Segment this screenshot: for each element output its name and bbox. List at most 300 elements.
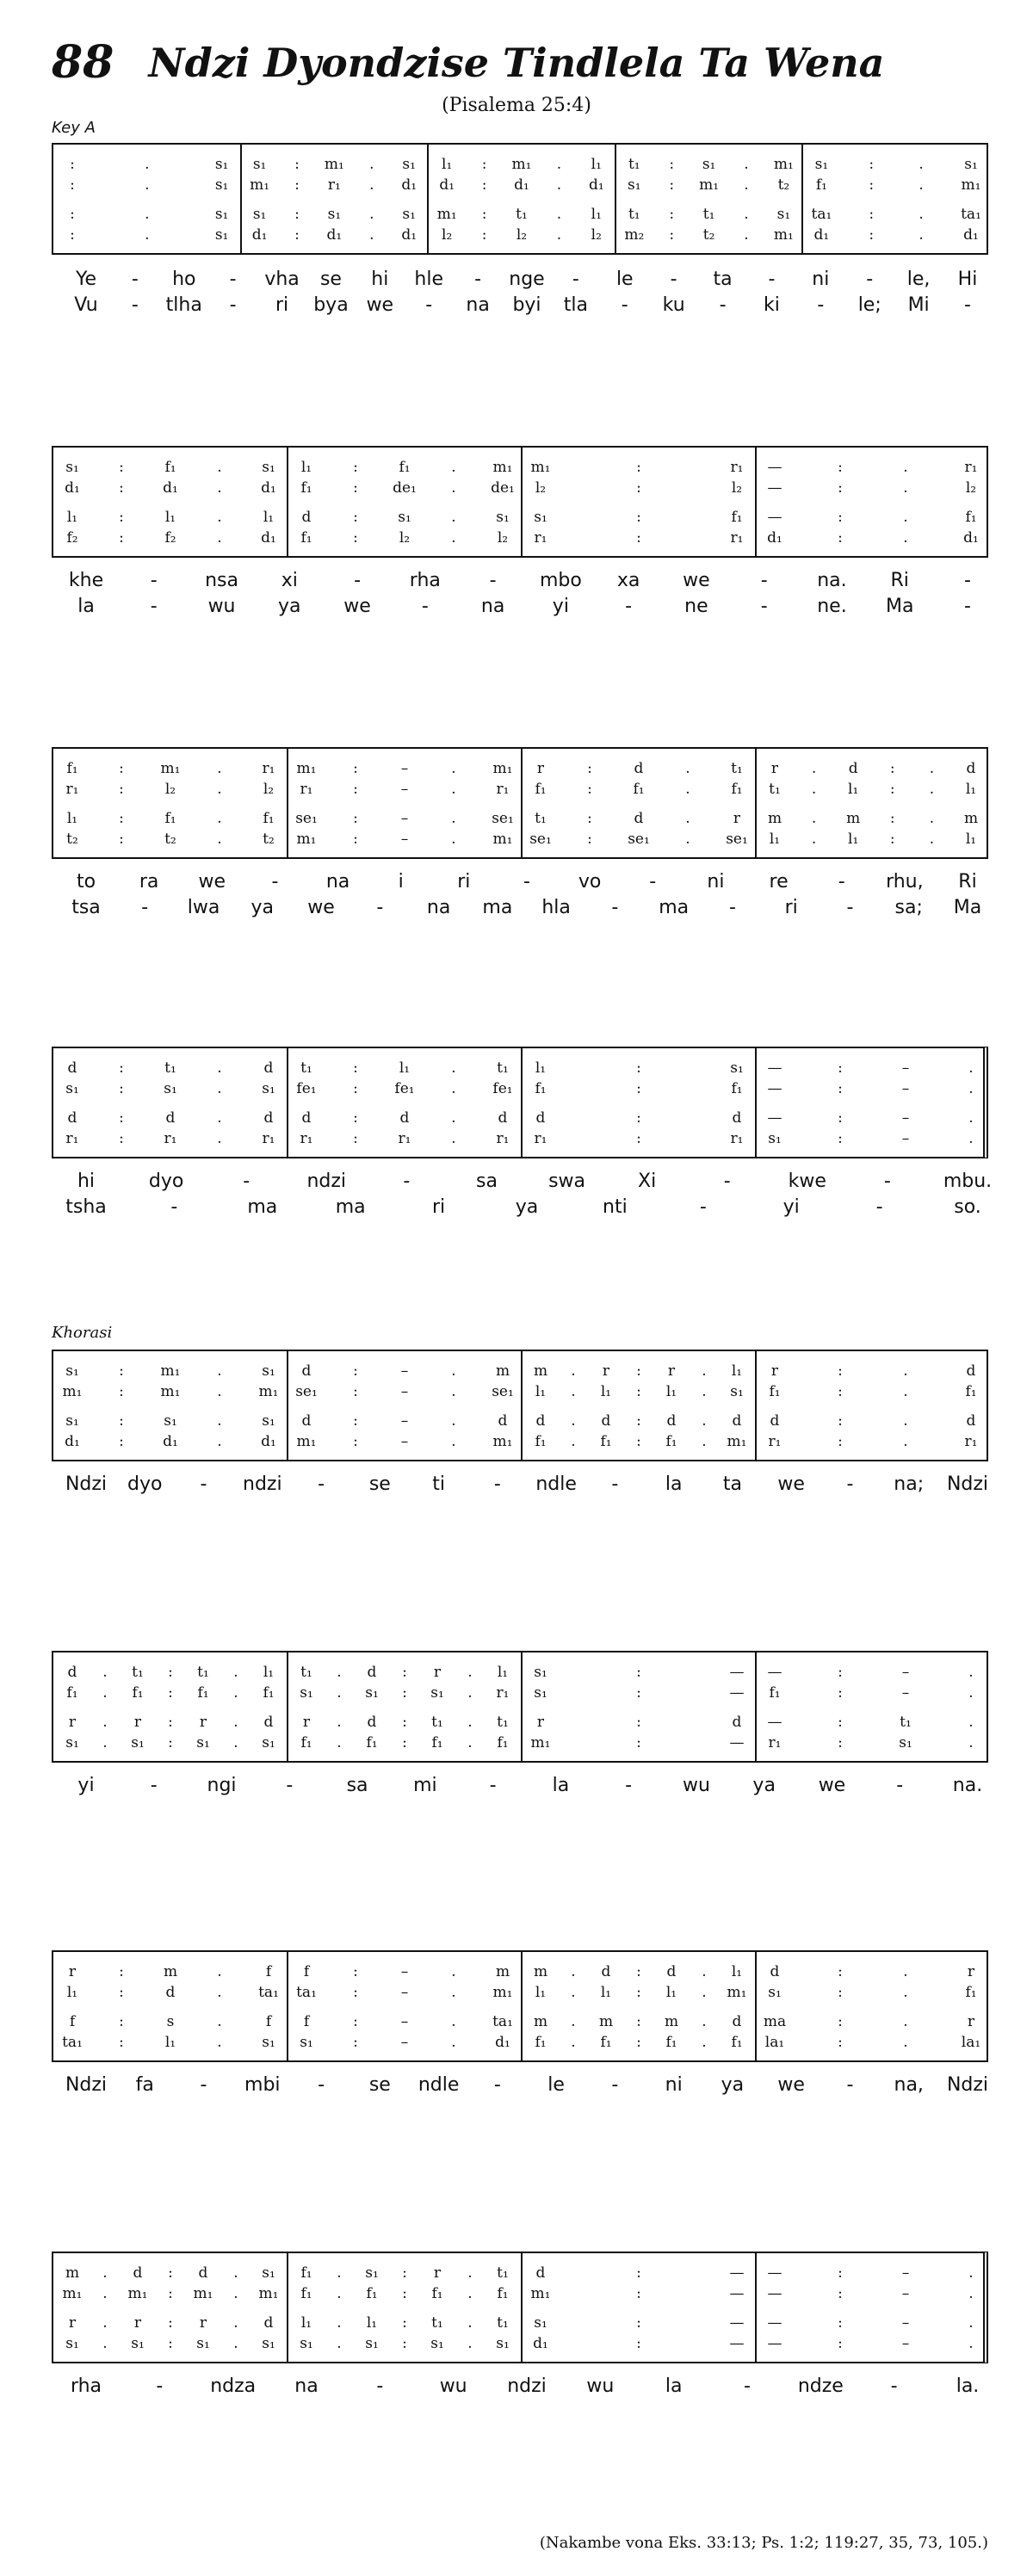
solfa-note: l₂ <box>965 479 977 497</box>
lyric-syllable: - <box>846 1473 854 1495</box>
solfa-note: r₁ <box>730 1130 744 1147</box>
solfa-note: f₁ <box>497 1734 509 1751</box>
solfa-note: d <box>732 2013 742 2030</box>
solfa-note: . <box>929 831 935 848</box>
solfa-note: m₁ <box>773 226 794 244</box>
voice-part-1 <box>53 155 987 174</box>
solfa-note: r <box>199 1714 207 1731</box>
solfa-note: . <box>919 156 924 173</box>
solfa-note: ta₁ <box>296 1984 317 2001</box>
solfa-note: . <box>451 1383 456 1400</box>
lyric-line-2 <box>52 293 988 318</box>
solfa-note: : <box>402 1664 407 1681</box>
solfa-note: m <box>767 810 782 827</box>
solfa-note: . <box>337 1714 342 1731</box>
lyric-syllable: vo <box>578 871 602 893</box>
solfa-note: f <box>303 2013 310 2030</box>
lyric-syllable: mbo <box>539 570 582 591</box>
solfa-note: m <box>533 2013 548 2030</box>
solfa-note: r₁ <box>300 781 313 798</box>
solfa-note: : <box>168 1664 173 1681</box>
voice-part-4 <box>53 2334 983 2353</box>
solfa-note: : <box>838 2314 843 2332</box>
solfa-note: l₂ <box>591 226 602 244</box>
solfa-note: f₁ <box>665 1433 677 1450</box>
solfa-note: . <box>903 1383 908 1400</box>
lyric-syllable: we <box>777 2074 805 2096</box>
solfa-note: s <box>166 2013 175 2030</box>
lyric-syllable: tlha <box>165 294 202 316</box>
solfa-note: f₁ <box>535 2034 547 2051</box>
lyric-syllable: wu <box>439 2375 467 2397</box>
solfa-note: d <box>367 1714 377 1731</box>
lyric-syllable: dyo <box>127 1473 163 1495</box>
voice-part-4 <box>53 2033 987 2052</box>
solfa-note: s₁ <box>327 206 342 223</box>
solfa-note: m <box>963 810 979 827</box>
lyric-syllable: ne. <box>817 596 847 617</box>
solfa-note: d <box>263 1714 274 1731</box>
solfa-note: m₂ <box>624 226 645 244</box>
solfa-note: de₁ <box>393 479 417 497</box>
lyric-syllable: - <box>376 897 384 918</box>
solfa-note: r <box>433 2264 442 2282</box>
solfa-note: . <box>744 156 749 173</box>
solfa-note: s₁ <box>262 2335 275 2352</box>
solfa-note: ta₁ <box>62 2034 83 2051</box>
voice-part-2 <box>53 2284 983 2303</box>
solfa-note: . <box>145 226 150 244</box>
solfa-note: s₁ <box>365 2335 379 2352</box>
solfa-note: : <box>838 1109 843 1127</box>
solfa-note: l₁ <box>965 831 977 848</box>
lyric-syllable: - <box>493 1473 501 1495</box>
solfa-note: — <box>767 2264 782 2282</box>
solfa-note: : <box>481 156 487 173</box>
voice-part-3 <box>53 1109 983 1127</box>
solfa-note: : <box>838 1684 843 1702</box>
solfa-note: s₁ <box>300 1684 313 1702</box>
solfa-note: : <box>838 1984 843 2001</box>
solfa-note: l₁ <box>535 1059 547 1077</box>
lyric-syllable: rha <box>409 570 441 591</box>
solfa-note: f₁ <box>769 1383 781 1400</box>
solfa-note: : <box>838 2034 843 2051</box>
lyric-syllable: ri <box>784 897 798 918</box>
solfa-note: – <box>400 1412 409 1430</box>
solfa-note: l₁ <box>300 459 312 476</box>
solfa-note: : <box>481 226 487 244</box>
solfa-note: . <box>744 206 749 223</box>
solfa-note: s₁ <box>65 1080 79 1097</box>
solfa-note: . <box>556 176 562 194</box>
solfa-note: . <box>702 2034 707 2051</box>
solfa-note: d <box>498 1109 508 1127</box>
lyric-syllable: Ye <box>75 269 97 290</box>
solfa-note: ma <box>763 2013 787 2030</box>
solfa-note: . <box>233 1734 238 1751</box>
solfa-note: s₁ <box>65 459 79 476</box>
solfa-note: l₁ <box>731 1963 743 1980</box>
solfa-note: se₁ <box>628 831 650 848</box>
solfa-note: — <box>729 2285 745 2302</box>
solfa-note: f₁ <box>815 176 827 194</box>
solfa-note: . <box>467 1684 473 1702</box>
solfa-note: – <box>901 1664 910 1681</box>
solfa-note: l₂ <box>497 529 509 547</box>
solfa-note: – <box>901 2264 910 2282</box>
solfa-note: . <box>217 1109 222 1127</box>
solfa-note: . <box>929 810 935 827</box>
solfa-note: : <box>402 1714 407 1731</box>
solfa-note: : <box>119 760 124 777</box>
solfa-note: . <box>451 781 456 798</box>
solfa-note: . <box>102 1714 108 1731</box>
solfa-note: . <box>217 1130 222 1147</box>
footer-references: (Nakambe vona Eks. 33:13; Ps. 1:2; 119:27, 35, 73, 105.) <box>539 2534 988 2552</box>
solfa-note: d₁ <box>251 226 268 244</box>
solfa-note: : <box>353 509 358 526</box>
solfa-note: : <box>587 810 592 827</box>
solfa-note: : <box>838 1963 843 1980</box>
solfa-note: m₁ <box>258 2285 279 2302</box>
solfa-note: l₁ <box>848 781 859 798</box>
solfa-note: . <box>233 1684 238 1702</box>
solfa-note: se₁ <box>529 831 552 848</box>
solfa-note: : <box>119 1080 124 1097</box>
lyric-syllable: na <box>466 294 490 316</box>
solfa-note: f <box>265 2013 272 2030</box>
solfa-note: — <box>767 509 782 526</box>
solfa-note: d <box>634 760 644 777</box>
solfa-note: : <box>838 1412 843 1430</box>
solfa-note: . <box>217 1984 222 2001</box>
solfa-note: : <box>353 831 358 848</box>
lyric-line-1 <box>52 1773 988 1799</box>
solfa-note: – <box>400 1433 409 1450</box>
solfa-note: . <box>968 1130 974 1147</box>
solfa-note: . <box>968 1664 974 1681</box>
solfa-note: l₁ <box>965 781 977 798</box>
solfa-note: m₁ <box>530 2285 551 2302</box>
solfa-note: . <box>702 2013 707 2030</box>
solfa-note: . <box>217 1080 222 1097</box>
lyric-syllable: - <box>421 596 429 617</box>
solfa-note: m₁ <box>492 760 513 777</box>
solfa-note: : <box>838 1059 843 1077</box>
solfa-note: r <box>133 1714 142 1731</box>
solfa-note: : <box>119 1109 124 1127</box>
solfa-note: s₁ <box>214 176 229 194</box>
solfa-note: s₁ <box>65 2335 79 2352</box>
lyric-syllable: le <box>547 2074 565 2096</box>
solfa-note: m₁ <box>160 760 181 777</box>
lyric-syllable: - <box>489 570 497 591</box>
solfa-note: . <box>337 2285 342 2302</box>
lyric-syllable: - <box>670 269 677 290</box>
solfa-note: : <box>838 1664 843 1681</box>
solfa-note: — <box>729 2314 745 2332</box>
solfa-note: d <box>732 1714 742 1731</box>
solfa-note: . <box>903 2034 908 2051</box>
solfa-note: fe₁ <box>492 1080 513 1097</box>
solfa-note: m₁ <box>727 1433 747 1450</box>
lyric-syllable: ti <box>432 1473 445 1495</box>
solfa-note: d <box>732 1109 742 1127</box>
solfa-note: : <box>353 479 358 497</box>
solfa-note: d₁ <box>261 529 276 547</box>
solfa-note: r <box>199 2314 207 2332</box>
solfa-note: d₁ <box>495 2034 510 2051</box>
solfa-note: d <box>966 1412 976 1430</box>
lyric-syllable: - <box>883 1171 891 1192</box>
solfa-note: : <box>402 2314 407 2332</box>
solfa-note: r <box>302 1714 311 1731</box>
solfa-note: t₁ <box>132 1664 144 1681</box>
solfa-note: : <box>353 1130 358 1147</box>
solfa-note: – <box>901 1059 910 1077</box>
solfa-note: : <box>294 226 300 244</box>
solfa-note: . <box>571 1412 576 1430</box>
lyric-syllable: fa <box>135 2074 154 2096</box>
solfa-note: d₁ <box>65 1433 80 1450</box>
solfa-note: l₁ <box>535 1383 547 1400</box>
staff-system-7 <box>52 1950 988 2062</box>
solfa-note: . <box>968 1059 974 1077</box>
solfa-note: f₁ <box>197 1684 209 1702</box>
voice-part-4 <box>53 1129 983 1148</box>
solfa-note: . <box>217 509 222 526</box>
solfa-note: d₁ <box>401 226 418 244</box>
lyric-syllable: - <box>896 1775 904 1796</box>
voice-part-1 <box>53 759 987 778</box>
solfa-note: : <box>669 156 675 173</box>
solfa-note: s₁ <box>398 509 411 526</box>
solfa-note: d <box>770 1963 780 1980</box>
solfa-note: . <box>811 831 817 848</box>
lyric-syllable: - <box>890 2375 898 2397</box>
solfa-note: ta₁ <box>258 1984 279 2001</box>
solfa-note: – <box>400 810 409 827</box>
solfa-note: . <box>702 1362 707 1380</box>
solfa-note: s₁ <box>534 509 547 526</box>
solfa-note: . <box>369 206 374 223</box>
solfa-note: s₁ <box>214 226 229 244</box>
voice-part-2 <box>53 1382 987 1401</box>
solfa-note: m₁ <box>511 156 532 173</box>
solfa-note: : <box>119 1362 124 1380</box>
solfa-note: d <box>165 1984 176 2001</box>
solfa-note: : <box>636 459 641 476</box>
solfa-note: l₂ <box>535 479 547 497</box>
solfa-note: : <box>353 1080 358 1097</box>
solfa-note: s₁ <box>252 206 267 223</box>
solfa-note: – <box>901 2335 910 2352</box>
solfa-note: m₁ <box>727 1984 747 2001</box>
solfa-note: t₁ <box>628 206 640 223</box>
lyric-syllable: hi <box>77 1171 96 1192</box>
solfa-note: . <box>451 831 456 848</box>
solfa-note: : <box>838 1080 843 1097</box>
solfa-note: . <box>903 529 908 547</box>
solfa-note: : <box>636 529 641 547</box>
lyric-syllable: - <box>611 1473 619 1495</box>
staff-system-4 <box>52 1047 988 1158</box>
lyric-syllable: xi <box>281 570 298 591</box>
solfa-note: : <box>119 1412 124 1430</box>
solfa-note: ta₁ <box>811 206 832 223</box>
solfa-note: . <box>451 1059 456 1077</box>
solfa-note: : <box>402 1734 407 1751</box>
lyric-syllable: na. <box>817 570 847 591</box>
solfa-note: — <box>729 2264 745 2282</box>
lyric-syllable: - <box>625 596 633 617</box>
solfa-note: : <box>119 831 124 848</box>
solfa-note: . <box>102 2314 108 2332</box>
solfa-note: : <box>838 1734 843 1751</box>
solfa-note: — <box>767 1664 782 1681</box>
solfa-note: — <box>767 2335 782 2352</box>
lyric-syllable: - <box>621 294 628 316</box>
lyric-syllable: - <box>403 1171 411 1192</box>
solfa-note: f₁ <box>66 1684 78 1702</box>
solfa-note: s₁ <box>131 1734 145 1751</box>
solfa-note: : <box>402 2285 407 2302</box>
solfa-note: t₁ <box>431 1714 443 1731</box>
solfa-note: d₁ <box>963 529 979 547</box>
lyric-syllable: we <box>198 871 226 893</box>
lyric-syllable: sa <box>475 1171 498 1192</box>
solfa-note: . <box>811 781 817 798</box>
voice-part-2 <box>53 1683 987 1702</box>
lyric-syllable: - <box>243 1171 251 1192</box>
solfa-note: m₁ <box>324 156 344 173</box>
solfa-note: l₁ <box>66 1984 78 2001</box>
lyric-syllable: le, <box>906 269 931 290</box>
solfa-note: : <box>481 206 487 223</box>
solfa-note: . <box>903 1412 908 1430</box>
solfa-note: r <box>133 2314 142 2332</box>
solfa-note: : <box>168 2314 173 2332</box>
voice-part-2 <box>53 1983 987 2002</box>
solfa-note: m₁ <box>193 2285 213 2302</box>
solfa-note: . <box>337 1684 342 1702</box>
lyric-syllable: ngi <box>207 1775 237 1796</box>
solfa-note: se₁ <box>726 831 748 848</box>
solfa-note: . <box>903 459 908 476</box>
lyric-line-1 <box>52 1169 993 1195</box>
solfa-note: : <box>636 1714 641 1731</box>
solfa-note: s₁ <box>262 1734 275 1751</box>
solfa-note: r₁ <box>534 529 547 547</box>
solfa-note: : <box>838 2264 843 2282</box>
solfa-note: — <box>767 2285 782 2302</box>
solfa-note: d <box>535 1412 546 1430</box>
solfa-note: : <box>838 529 843 547</box>
solfa-note: : <box>636 509 641 526</box>
solfa-note: : <box>353 529 358 547</box>
solfa-note: f₁ <box>300 2285 312 2302</box>
solfa-note: . <box>571 1963 576 1980</box>
lyric-syllable: sa; <box>894 897 923 918</box>
solfa-note: f₁ <box>665 2034 677 2051</box>
staff-system-6 <box>52 1651 988 1763</box>
solfa-note: l₁ <box>591 206 602 223</box>
solfa-note: : <box>353 1984 358 2001</box>
solfa-note: d <box>263 2314 274 2332</box>
lyric-syllable: we <box>818 1775 846 1796</box>
solfa-note: : <box>70 226 75 244</box>
solfa-note: — <box>767 459 782 476</box>
lyric-syllable: mbu. <box>943 1171 993 1192</box>
solfa-note: l₁ <box>731 1362 743 1380</box>
lyric-syllable: ya <box>721 2074 745 2096</box>
solfa-note: t₁ <box>197 1664 209 1681</box>
lyric-syllable: se <box>368 2074 391 2096</box>
solfa-note: : <box>636 2013 641 2030</box>
solfa-note: . <box>145 206 150 223</box>
solfa-note: . <box>451 2013 456 2030</box>
lyric-syllable: na <box>426 897 451 918</box>
voice-part-3 <box>53 809 987 828</box>
solfa-note: s₁ <box>214 156 229 173</box>
lyric-syllable: re <box>769 871 789 893</box>
solfa-note: s₁ <box>214 206 229 223</box>
solfa-note: d <box>67 1664 77 1681</box>
lyric-syllable: la. <box>956 2375 980 2397</box>
lyric-syllable: xa <box>616 570 640 591</box>
solfa-note: . <box>451 529 456 547</box>
lyric-syllable: - <box>200 2074 207 2096</box>
staff-system-8 <box>52 2252 988 2363</box>
solfa-note: s₁ <box>262 1362 275 1380</box>
solfa-note: : <box>636 1412 641 1430</box>
lyric-line-1 <box>52 869 988 895</box>
solfa-note: : <box>636 1383 641 1400</box>
solfa-note: f₁ <box>300 1734 312 1751</box>
voice-part-1 <box>53 458 987 477</box>
solfa-note: f₁ <box>497 2285 509 2302</box>
solfa-note: s₁ <box>262 459 275 476</box>
solfa-note: . <box>337 2264 342 2282</box>
solfa-note: . <box>685 760 690 777</box>
solfa-note: . <box>369 226 374 244</box>
solfa-note: r <box>770 1362 779 1380</box>
lyric-syllable: se <box>319 269 342 290</box>
solfa-note: l₁ <box>366 2314 378 2332</box>
solfa-note: : <box>294 176 300 194</box>
solfa-note: : <box>869 176 875 194</box>
lyric-syllable: ri <box>457 871 471 893</box>
solfa-note: f₁ <box>731 509 743 526</box>
solfa-note: m₁ <box>62 2285 83 2302</box>
solfa-note: l₁ <box>164 509 176 526</box>
solfa-note: . <box>685 810 690 827</box>
solfa-note: s₁ <box>300 2034 313 2051</box>
lyric-syllable: ndze <box>797 2375 844 2397</box>
solfa-note: . <box>811 810 817 827</box>
solfa-note: : <box>636 1963 641 1980</box>
solfa-note: r₁ <box>768 1433 782 1450</box>
solfa-note: d₁ <box>588 176 604 194</box>
solfa-note: . <box>702 1412 707 1430</box>
solfa-note: l₂ <box>164 781 176 798</box>
voice-part-1 <box>53 2264 983 2283</box>
lyric-syllable: Ndzi <box>946 2074 989 2096</box>
lyric-line-2 <box>52 594 988 620</box>
lyric-syllable: ni <box>707 871 725 893</box>
solfa-note: r <box>536 1714 545 1731</box>
